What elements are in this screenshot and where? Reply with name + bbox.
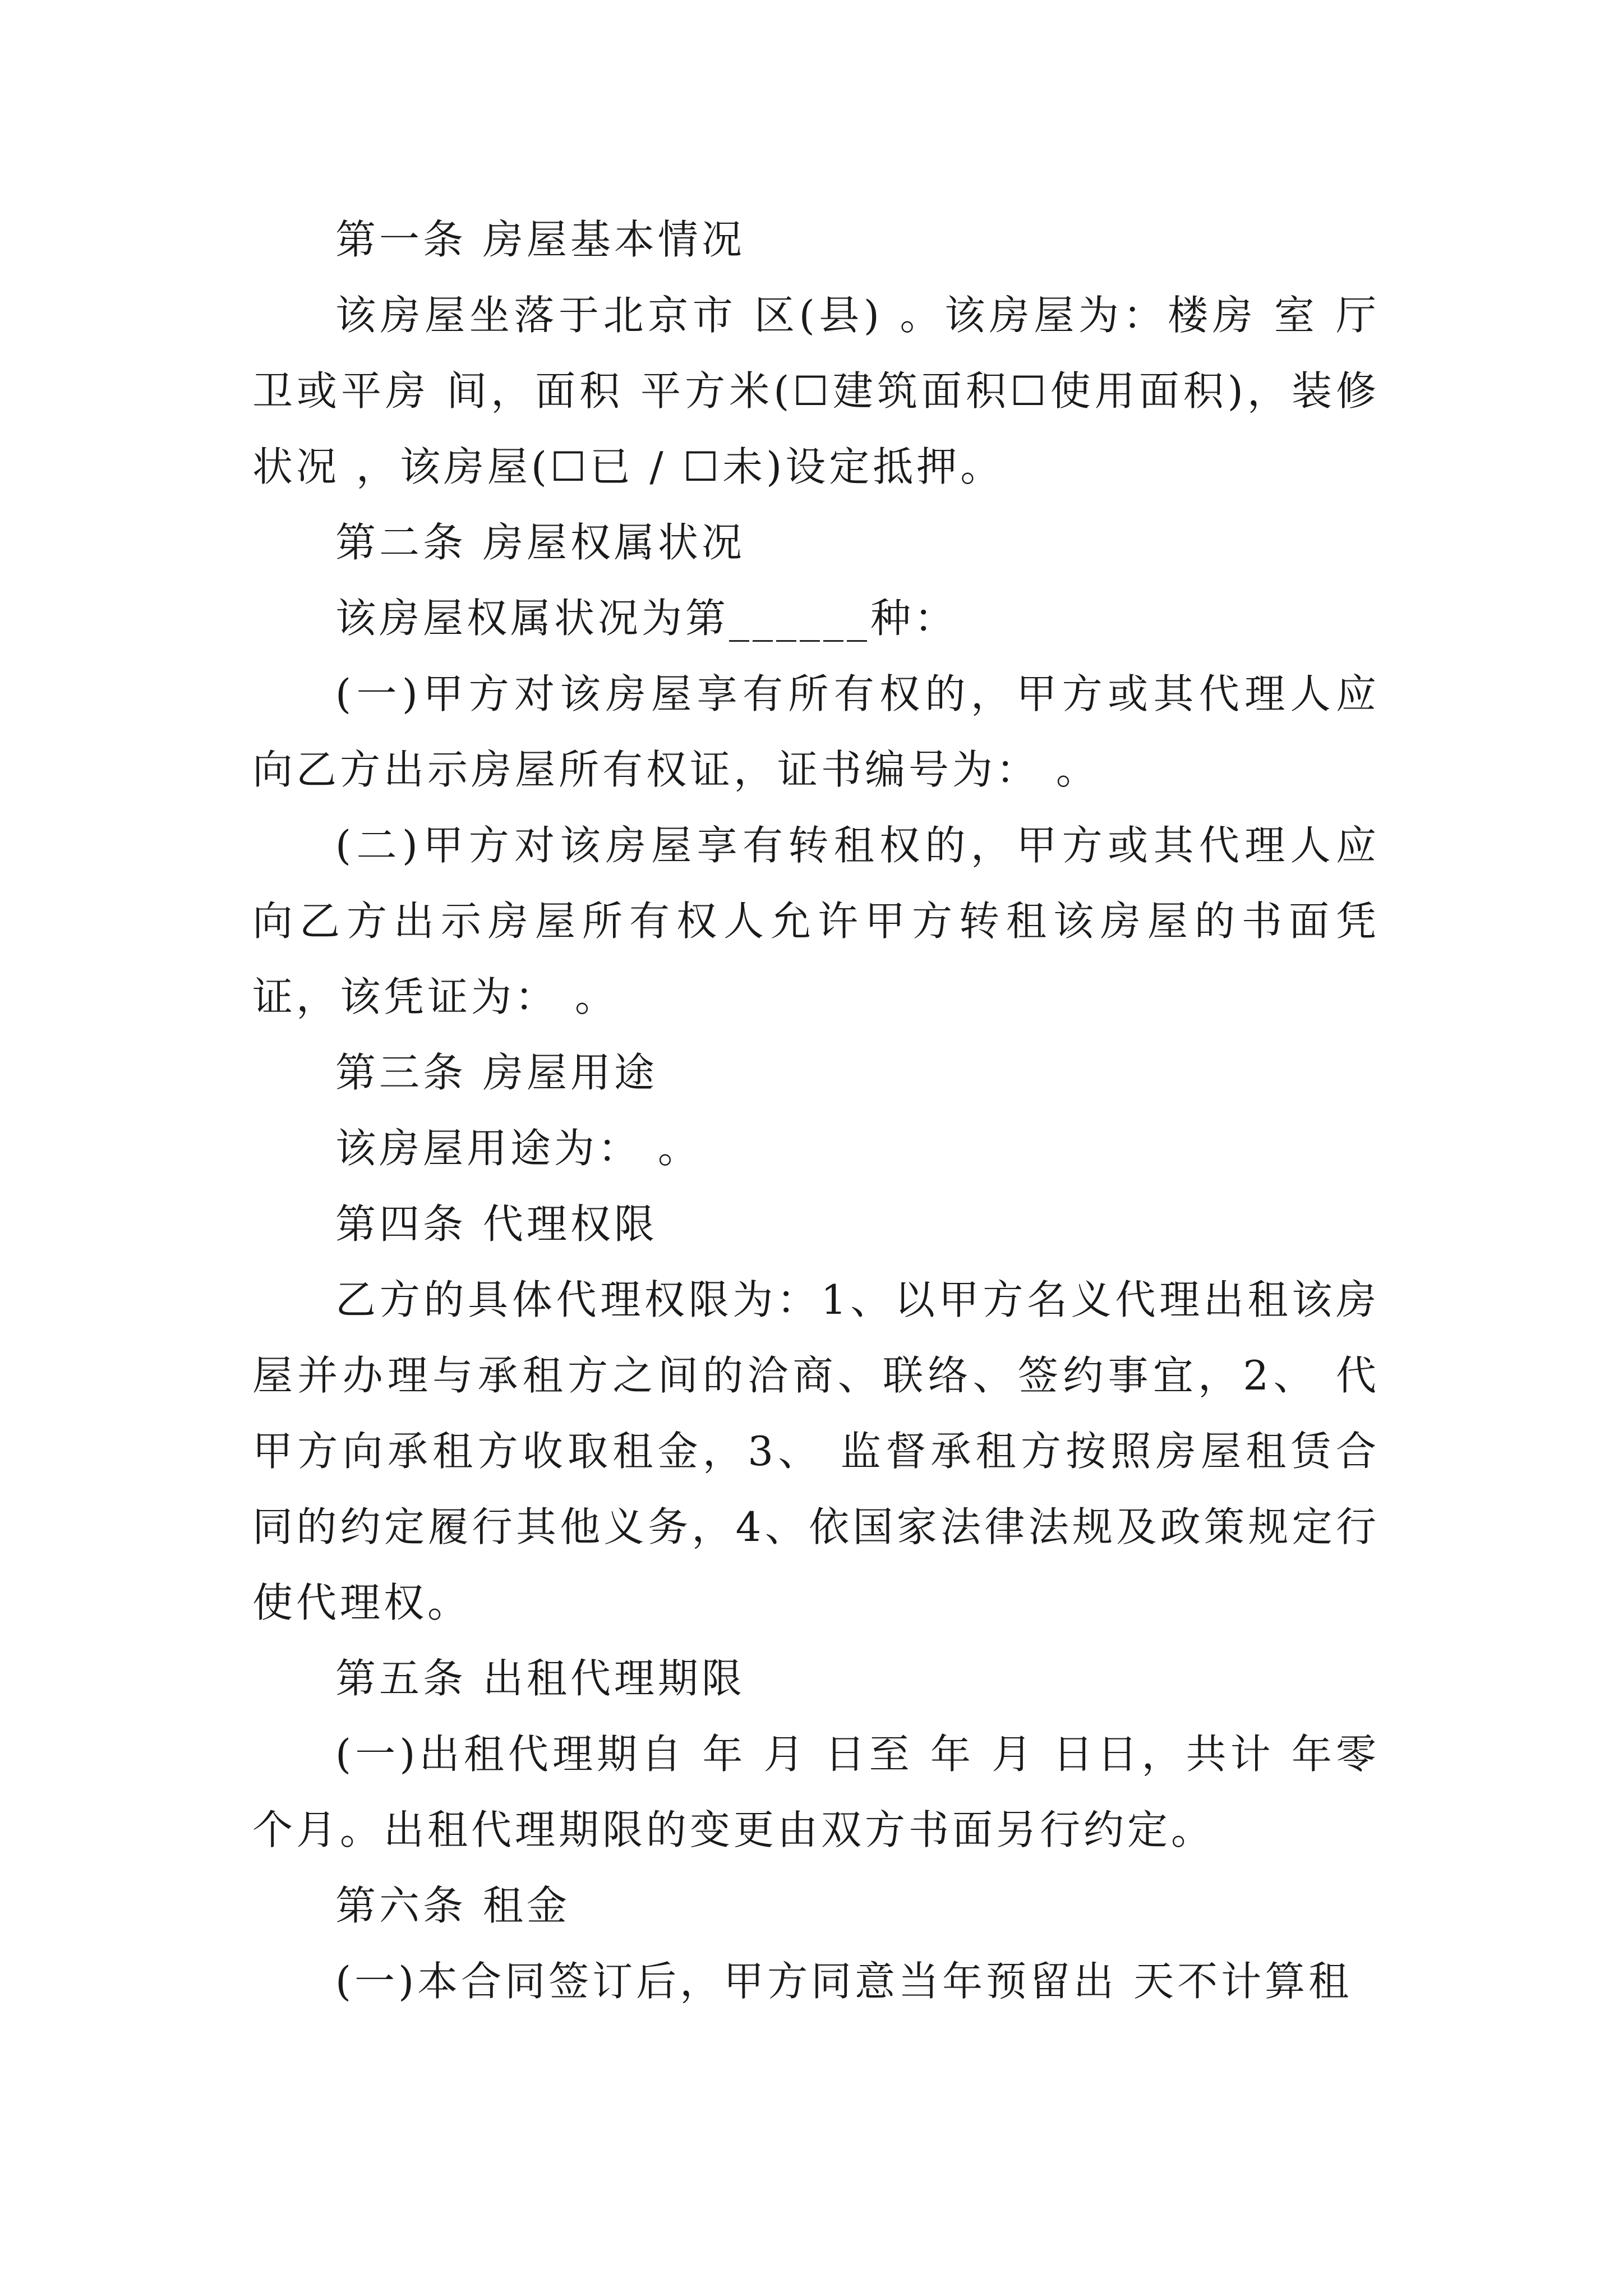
article-6-heading: 第六条 租金 xyxy=(335,1882,570,1929)
article-5-clause-1: (一)出租代理期自 年 月 日至 年 月 日日，共计 年零 个月。出租代理期限的变更由双方书面另行约定。 xyxy=(252,1731,1380,1853)
article-3-body: 该房屋用途为： 。 xyxy=(335,1125,702,1172)
document-body xyxy=(252,202,1380,2019)
article-1-heading: 第一条 房屋基本情况 xyxy=(335,216,745,263)
article-2-intro: 该房屋权属状况为第______种： xyxy=(335,595,958,642)
article-2-clause-1: (一)甲方对该房屋享有所有权的，甲方或其代理人应向乙方出示房屋所有权证，证书编号为： 。 xyxy=(252,670,1380,793)
article-1-body: 该房屋坐落于北京市 区(县) 。该房屋为：楼房 室 厅 卫或平房 间，面积 平方米(☐建筑面积☐使用面积)，装修状况 ，该房屋(☐已 / ☐未)设定抵押。 xyxy=(252,292,1380,490)
article-4-body: 乙方的具体代理权限为：1、以甲方名义代理出租该房屋并办理与承租方之间的洽商、联络、签约事宜，2、 代甲方向承租方收取租金，3、 监督承租方按照房屋租赁合同的约定履行其他义务，4、依国家法律法规及政策规定行使代理权。 xyxy=(252,1276,1380,1626)
article-2-heading: 第二条 房屋权属状况 xyxy=(335,519,745,566)
article-2-clause-2: (二)甲方对该房屋享有转租权的，甲方或其代理人应向乙方出示房屋所有权人允许甲方转租该房屋的书面凭证，该凭证为： 。 xyxy=(252,822,1380,1020)
article-3-heading: 第三条 房屋用途 xyxy=(335,1049,658,1096)
article-5-heading: 第五条 出租代理期限 xyxy=(335,1655,745,1702)
article-6-clause-1: (一)本合同签订后，甲方同意当年预留出 天不计算租 xyxy=(335,1958,1353,2005)
article-4-heading: 第四条 代理权限 xyxy=(335,1200,658,1248)
